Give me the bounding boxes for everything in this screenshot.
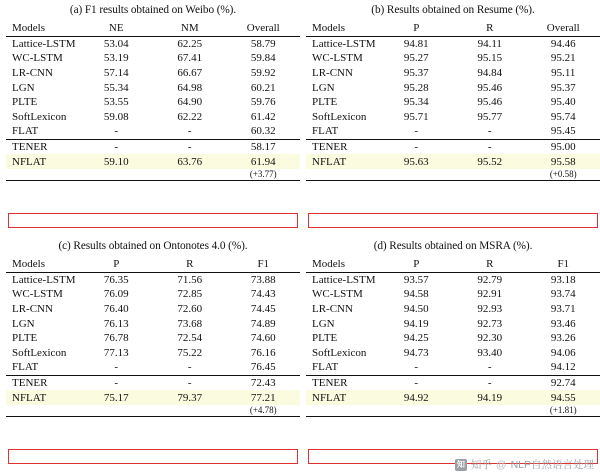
panel-b: [306, 4, 600, 236]
table-row: [306, 139, 600, 154]
delta-value: (+3.77): [227, 169, 301, 181]
panel-d-table: [306, 257, 600, 417]
col-header-2: R: [186, 258, 194, 271]
cell-value: -: [187, 125, 192, 138]
cell-model: LGN: [312, 317, 335, 330]
cell-value: 94.11: [453, 36, 527, 51]
col-header-3: F1: [257, 258, 270, 271]
table-row: [6, 316, 300, 331]
table-row: [6, 287, 300, 302]
cell-value: 95.45: [550, 125, 576, 138]
table-row: [306, 36, 600, 51]
cell-value: 93.26: [550, 332, 576, 345]
cell-model: SoftLexicon: [312, 346, 367, 359]
cell-model: TENER: [306, 139, 380, 154]
cell-model: SoftLexicon: [12, 110, 67, 123]
table-row: [306, 124, 600, 139]
table-header-row: [6, 257, 300, 272]
cell-model: WC-LSTM: [312, 288, 363, 301]
cell-value: 75.22: [177, 346, 203, 359]
table-row: [6, 272, 300, 287]
cell-value: 95.34: [403, 96, 429, 109]
cell-value: 95.40: [550, 96, 576, 109]
cell-value: 72.54: [177, 332, 203, 345]
table-row: [306, 316, 600, 331]
cell-value: 94.19: [453, 390, 527, 405]
table-row: [6, 331, 300, 346]
cell-value: 66.67: [177, 67, 203, 80]
col-header-2: NM: [180, 22, 199, 35]
cell-model: LGN: [12, 317, 35, 330]
cell-model: Lattice-LSTM: [306, 272, 380, 287]
col-header-2: R: [486, 258, 494, 271]
cell-value: 79.37: [153, 390, 227, 405]
cell-model: Lattice-LSTM: [6, 272, 80, 287]
watermark-user: NLP自然语言处理: [510, 459, 594, 471]
table-row: [306, 360, 600, 375]
cell-value: 94.58: [403, 288, 429, 301]
cell-value: 94.92: [380, 390, 454, 405]
cell-value: 95.28: [403, 81, 429, 94]
cell-value: 77.21: [227, 390, 301, 405]
cell-value: 95.46: [477, 96, 503, 109]
cell-value: 72.43: [227, 375, 301, 390]
cell-value: -: [414, 361, 419, 374]
cell-model: WC-LSTM: [12, 288, 63, 301]
highlight-box-nflat: [8, 213, 298, 228]
table-row: [306, 110, 600, 125]
cell-value: -: [153, 139, 227, 154]
cell-value: 74.43: [250, 288, 276, 301]
col-header-3: Overall: [546, 22, 580, 35]
col-header-3: Overall: [246, 22, 280, 35]
col-header-2: R: [486, 22, 494, 35]
table-row: [6, 302, 300, 317]
cell-value: 94.06: [550, 346, 576, 359]
zhihu-logo-icon: 知: [456, 459, 465, 469]
table-row: [6, 360, 300, 375]
panel-a: [6, 4, 300, 236]
col-header-3: F1: [557, 258, 570, 271]
table-row: [306, 302, 600, 317]
cell-value: 62.25: [153, 36, 227, 51]
cell-value: -: [114, 125, 119, 138]
cell-model: Lattice-LSTM: [306, 36, 380, 51]
cell-value: 59.76: [250, 96, 276, 109]
cell-value: 92.73: [477, 317, 503, 330]
cell-value: 62.22: [177, 110, 203, 123]
tables-grid: [6, 4, 594, 472]
table-row: [6, 66, 300, 81]
cell-value: 60.21: [250, 81, 276, 94]
highlight-box-nflat: [8, 449, 298, 464]
cell-value: 92.79: [453, 272, 527, 287]
cell-value: 94.55: [527, 390, 600, 405]
cell-value: 95.15: [477, 52, 503, 65]
cell-value: -: [414, 125, 419, 138]
table-row-highlight: [306, 154, 600, 169]
cell-value: 95.27: [403, 52, 429, 65]
cell-value: 93.74: [550, 288, 576, 301]
cell-value: 95.37: [403, 67, 429, 80]
cell-value: -: [380, 139, 454, 154]
cell-model: SoftLexicon: [312, 110, 367, 123]
col-header-models: Models: [12, 22, 45, 35]
panel-b-table: [306, 21, 600, 181]
cell-value: 76.40: [103, 303, 129, 316]
cell-value: 95.00: [527, 139, 600, 154]
cell-value: 95.46: [477, 81, 503, 94]
table-header-row: [6, 21, 300, 36]
cell-model: WC-LSTM: [12, 52, 63, 65]
cell-model: TENER: [6, 139, 80, 154]
table-delta-row: [306, 169, 600, 181]
cell-value: -: [453, 375, 527, 390]
table-row: [306, 272, 600, 287]
cell-model: LGN: [312, 81, 335, 94]
cell-value: 72.60: [177, 303, 203, 316]
table-row: [306, 375, 600, 390]
cell-value: 94.84: [477, 67, 503, 80]
cell-model: FLAT: [12, 361, 39, 374]
cell-value: 64.98: [177, 81, 203, 94]
col-header-models: Models: [312, 22, 345, 35]
delta-value: (+1.81): [527, 405, 600, 417]
cell-value: 74.89: [250, 317, 276, 330]
col-header-models: Models: [312, 258, 345, 271]
cell-value: 74.60: [250, 332, 276, 345]
cell-model: LR-CNN: [312, 303, 353, 316]
table-row-highlight: [306, 390, 600, 405]
cell-value: 59.84: [250, 52, 276, 65]
cell-value: 92.93: [477, 303, 503, 316]
cell-value: 61.94: [227, 154, 301, 169]
panel-c-table: [6, 257, 300, 417]
panel-c-caption: (c) Results obtained on Ontonotes 4.0 (%).: [58, 240, 248, 252]
col-header-models: Models: [12, 258, 45, 271]
cell-value: 55.34: [103, 81, 129, 94]
cell-value: 94.46: [527, 36, 600, 51]
cell-value: 93.18: [527, 272, 600, 287]
cell-model: PLTE: [312, 332, 338, 345]
table-delta-row: [306, 405, 600, 417]
table-row: [306, 287, 600, 302]
delta-value: (+0.58): [527, 169, 600, 181]
cell-value: 93.46: [550, 317, 576, 330]
cell-value: 95.77: [477, 110, 503, 123]
cell-value: 57.14: [103, 67, 129, 80]
cell-model: LR-CNN: [12, 67, 53, 80]
table-row: [306, 95, 600, 110]
cell-value: -: [80, 375, 154, 390]
cell-value: 95.21: [550, 52, 576, 65]
cell-model: WC-LSTM: [312, 52, 363, 65]
cell-value: 72.85: [177, 288, 203, 301]
table-delta-row: [6, 169, 300, 181]
cell-model: TENER: [6, 375, 80, 390]
cell-value: 76.78: [103, 332, 129, 345]
cell-model: NFLAT: [6, 390, 80, 405]
cell-value: 95.71: [403, 110, 429, 123]
cell-value: -: [153, 375, 227, 390]
cell-value: -: [487, 125, 492, 138]
cell-value: 77.13: [103, 346, 129, 359]
table-row: [6, 36, 300, 51]
cell-value: 73.68: [177, 317, 203, 330]
cell-model: FLAT: [312, 361, 339, 374]
cell-value: 75.17: [80, 390, 154, 405]
table-row: [306, 80, 600, 95]
cell-value: 95.52: [453, 154, 527, 169]
cell-value: 63.76: [153, 154, 227, 169]
table-row: [6, 124, 300, 139]
table-row: [6, 346, 300, 361]
cell-value: 74.45: [250, 303, 276, 316]
cell-model: PLTE: [12, 96, 38, 109]
cell-value: 95.58: [527, 154, 600, 169]
table-row: [6, 95, 300, 110]
cell-model: SoftLexicon: [12, 346, 67, 359]
cell-value: 76.35: [80, 272, 154, 287]
delta-value: (+4.78): [227, 405, 301, 417]
table-row: [306, 51, 600, 66]
cell-value: 61.42: [250, 110, 276, 123]
cell-value: 59.92: [250, 67, 276, 80]
cell-model: NFLAT: [6, 154, 80, 169]
cell-model: NFLAT: [306, 154, 380, 169]
table-row-highlight: [6, 390, 300, 405]
cell-value: 76.16: [250, 346, 276, 359]
watermark-separator: @: [495, 458, 507, 471]
table-row: [306, 331, 600, 346]
cell-value: 59.08: [103, 110, 129, 123]
cell-value: -: [80, 139, 154, 154]
table-row: [306, 66, 600, 81]
panel-b-caption: (b) Results obtained on Resume (%).: [371, 4, 535, 16]
cell-value: 58.17: [227, 139, 301, 154]
cell-value: 67.41: [177, 52, 203, 65]
cell-model: PLTE: [12, 332, 38, 345]
panel-d: [306, 240, 600, 472]
cell-value: 92.91: [477, 288, 503, 301]
col-header-1: NE: [108, 22, 124, 35]
cell-value: 59.10: [80, 154, 154, 169]
cell-model: PLTE: [312, 96, 338, 109]
cell-value: 95.74: [550, 110, 576, 123]
cell-value: 92.30: [477, 332, 503, 345]
cell-value: 94.19: [403, 317, 429, 330]
table-delta-row: [6, 405, 300, 417]
table-header-row: [306, 21, 600, 36]
cell-value: 95.37: [550, 81, 576, 94]
cell-value: 76.09: [103, 288, 129, 301]
cell-value: 93.40: [477, 346, 503, 359]
highlight-box-nflat: [308, 213, 598, 228]
cell-value: 53.19: [103, 52, 129, 65]
cell-value: 73.88: [227, 272, 301, 287]
panel-a-caption: (a) F1 results obtained on Weibo (%).: [69, 4, 237, 16]
cell-value: 93.71: [550, 303, 576, 316]
cell-value: -: [487, 361, 492, 374]
cell-value: 60.32: [250, 125, 276, 138]
cell-model: Lattice-LSTM: [6, 36, 80, 51]
table-row: [6, 110, 300, 125]
cell-value: 76.13: [103, 317, 129, 330]
cell-value: 53.55: [103, 96, 129, 109]
cell-value: 53.04: [80, 36, 154, 51]
cell-value: 94.73: [403, 346, 429, 359]
cell-value: -: [187, 361, 192, 374]
cell-value: 94.81: [380, 36, 454, 51]
table-row: [6, 51, 300, 66]
panel-c: [6, 240, 300, 472]
table-row: [6, 375, 300, 390]
table-row: [6, 139, 300, 154]
table-row: [6, 80, 300, 95]
cell-value: 94.25: [403, 332, 429, 345]
col-header-1: P: [413, 258, 420, 271]
table-header-row: [306, 257, 600, 272]
cell-model: FLAT: [12, 125, 39, 138]
table-row-highlight: [6, 154, 300, 169]
cell-value: 92.74: [527, 375, 600, 390]
cell-value: 64.90: [177, 96, 203, 109]
cell-value: 58.79: [227, 36, 301, 51]
cell-value: 71.56: [153, 272, 227, 287]
panel-d-caption: (d) Results obtained on MSRA (%).: [373, 240, 533, 252]
cell-value: 94.50: [403, 303, 429, 316]
cell-value: 93.57: [380, 272, 454, 287]
watermark: [455, 457, 594, 472]
cell-model: LGN: [12, 81, 35, 94]
cell-model: NFLAT: [306, 390, 380, 405]
col-header-1: P: [113, 258, 120, 271]
cell-model: LR-CNN: [312, 67, 353, 80]
cell-value: 95.63: [380, 154, 454, 169]
cell-value: -: [453, 139, 527, 154]
panel-a-table: [6, 21, 300, 181]
cell-model: FLAT: [312, 125, 339, 138]
watermark-site: 知乎: [470, 459, 492, 471]
table-row: [306, 346, 600, 361]
cell-value: 76.45: [250, 361, 276, 374]
col-header-1: P: [413, 22, 420, 35]
cell-value: -: [380, 375, 454, 390]
cell-value: 95.11: [551, 67, 576, 80]
cell-model: LR-CNN: [12, 303, 53, 316]
cell-value: 94.12: [550, 361, 576, 374]
cell-value: -: [114, 361, 119, 374]
cell-model: TENER: [306, 375, 380, 390]
